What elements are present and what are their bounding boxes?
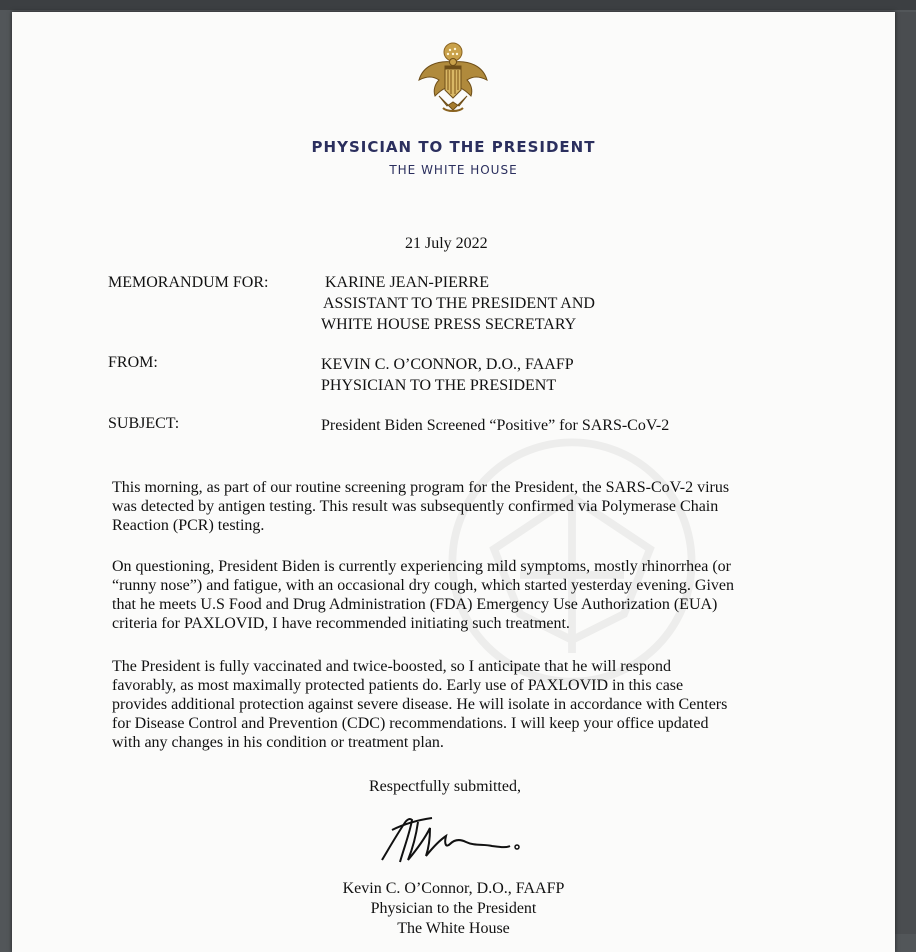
body-line: Reaction (PCR) testing. (112, 517, 265, 534)
memo-date: 21 July 2022 (405, 235, 488, 252)
body-paragraph-3 (112, 657, 812, 752)
closing-text: Respectfully submitted, (369, 778, 521, 795)
viewer-background (895, 12, 916, 934)
memo-from-line: KEVIN C. O’CONNOR, D.O., FAAFP (321, 356, 574, 373)
body-line: “runny nose”) and fatigue, with an occasional dry cough, which started yesterday evening. Given (112, 577, 735, 594)
body-line: The President is fully vaccinated and twice-boosted, so I anticipate that he will respond (112, 658, 671, 675)
memo-subject-label: SUBJECT: (108, 415, 180, 432)
body-line: favorably, as most maximally protected patients do. Early use of PAXLOVID in this case (112, 677, 684, 694)
document-page (12, 12, 895, 952)
body-line: was detected by antigen testing. This result was subsequently confirmed via Polymerase Chain (112, 498, 719, 515)
body-line: provides additional protection against severe disease. He will isolate in accordance with Centers (112, 696, 728, 713)
signer-title: Physician to the President (370, 900, 537, 917)
body-paragraph-2 (112, 557, 812, 633)
memo-for-line: WHITE HOUSE PRESS SECRETARY (321, 316, 577, 333)
presidential-seal-icon (417, 40, 489, 116)
signature-icon (374, 810, 554, 868)
memo-from-line: PHYSICIAN TO THE PRESIDENT (321, 377, 557, 394)
body-line: criteria for PAXLOVID, I have recommended initiating such treatment. (112, 615, 570, 632)
body-line: for Disease Control and Prevention (CDC) recommendations. I will keep your office updated (112, 715, 709, 732)
body-line: On questioning, President Biden is currently experiencing mild symptoms, mostly rhinorrhea (or (112, 558, 732, 575)
memo-for-line: KARINE JEAN-PIERRE (325, 274, 489, 291)
body-line: This morning, as part of our routine screening program for the President, the SARS-CoV-2 virus (112, 479, 730, 496)
memo-for-line: ASSISTANT TO THE PRESIDENT AND (323, 295, 595, 312)
body-line: that he meets U.S Food and Drug Administration (FDA) Emergency Use Authorization (EUA) (112, 596, 718, 613)
viewer-toolbar (0, 0, 916, 10)
letterhead-title: PHYSICIAN TO THE PRESIDENT (311, 138, 596, 156)
memo-subject: President Biden Screened “Positive” for SARS-CoV-2 (321, 417, 670, 434)
memo-for-label: MEMORANDUM FOR: (108, 274, 269, 291)
body-line: with any changes in his condition or treatment plan. (112, 734, 444, 751)
signer-org: The White House (397, 920, 510, 937)
memo-from-label: FROM: (108, 354, 158, 371)
signer-name: Kevin C. O’Connor, D.O., FAAFP (342, 880, 565, 897)
body-paragraph-1 (112, 478, 812, 535)
letterhead-subtitle: THE WHITE HOUSE (389, 163, 518, 177)
